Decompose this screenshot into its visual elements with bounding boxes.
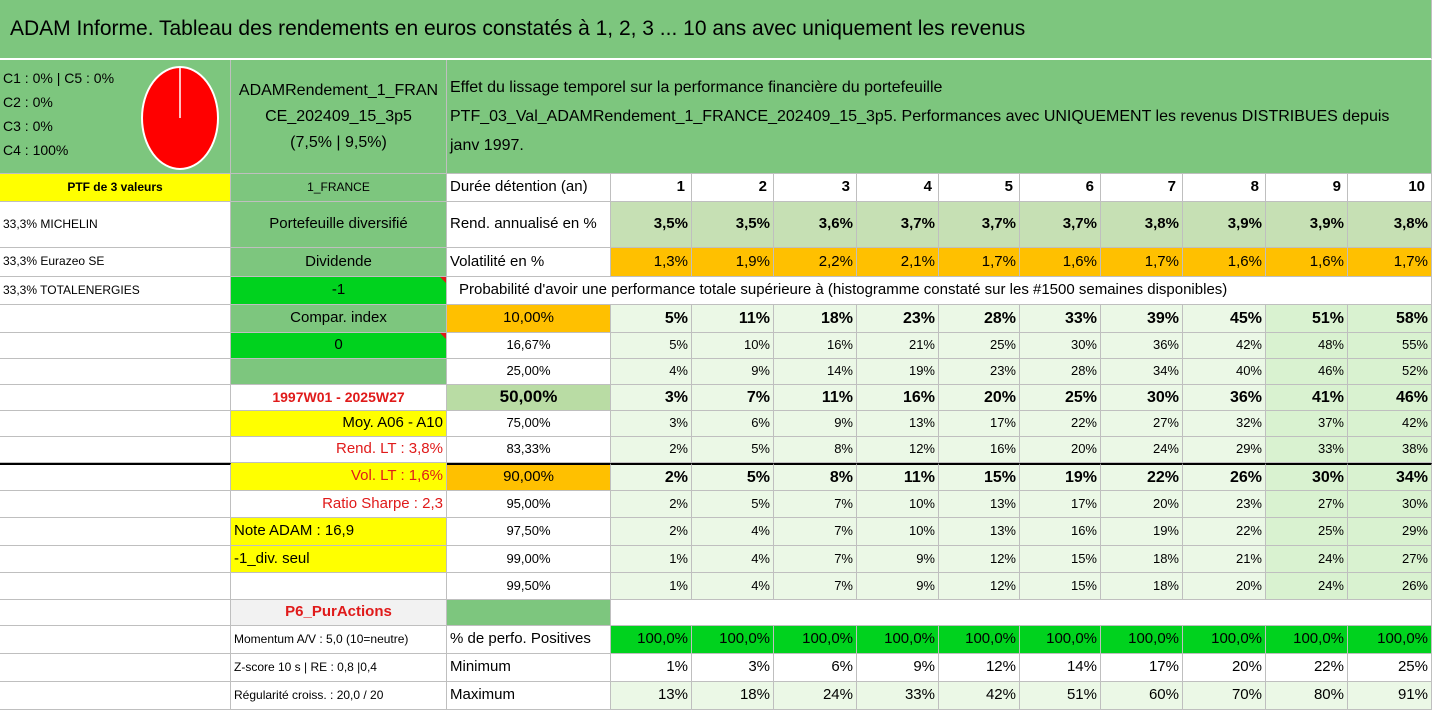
probability-value: 25% bbox=[1020, 385, 1101, 411]
max-value: 51% bbox=[1020, 682, 1101, 710]
positive-value: 100,0% bbox=[1101, 626, 1183, 654]
probability-value: 20% bbox=[1183, 573, 1266, 600]
probability-value: 7% bbox=[692, 385, 774, 411]
probability-value: 11% bbox=[774, 385, 857, 411]
empty-cell bbox=[0, 654, 231, 682]
probability-value: 3% bbox=[611, 411, 692, 437]
momentum-label: Momentum A/V : 5,0 (10=neutre) bbox=[231, 626, 447, 654]
allocation-pie-chart bbox=[140, 64, 222, 174]
rend-value: 3,7% bbox=[939, 202, 1020, 248]
probability-value: 1% bbox=[611, 573, 692, 600]
probability-value: 55% bbox=[1348, 333, 1432, 359]
probability-value: 5% bbox=[611, 333, 692, 359]
probability-value: 11% bbox=[692, 305, 774, 333]
probability-value: 30% bbox=[1348, 491, 1432, 518]
empty-cell bbox=[0, 411, 231, 437]
dividende-value: -1 bbox=[231, 277, 447, 305]
probability-value: 15% bbox=[939, 463, 1020, 491]
positive-value: 100,0% bbox=[1020, 626, 1101, 654]
probability-value: 32% bbox=[1183, 411, 1266, 437]
probability-value: 10% bbox=[857, 518, 939, 546]
probability-value: 58% bbox=[1348, 305, 1432, 333]
probability-value: 45% bbox=[1183, 305, 1266, 333]
empty-cell bbox=[231, 573, 447, 600]
probability-value: 13% bbox=[939, 491, 1020, 518]
rend-value: 3,8% bbox=[1101, 202, 1183, 248]
div-seul: -1_div. seul bbox=[231, 546, 447, 573]
portfolio-name: ADAMRendement_1_FRAN bbox=[238, 81, 439, 99]
empty-cell bbox=[0, 573, 231, 600]
probability-value: 33% bbox=[1020, 305, 1101, 333]
duration-header: Durée détention (an) bbox=[447, 174, 611, 202]
probability-value: 20% bbox=[1020, 437, 1101, 463]
probability-value: 17% bbox=[939, 411, 1020, 437]
probability-value: 5% bbox=[692, 463, 774, 491]
probability-value: 51% bbox=[1266, 305, 1348, 333]
probability-value: 9% bbox=[857, 546, 939, 573]
vol-value: 1,7% bbox=[1348, 248, 1432, 277]
period-label: 1997W01 - 2025W27 bbox=[231, 385, 447, 411]
min-value: 25% bbox=[1348, 654, 1432, 682]
description-line: janv 1997. bbox=[450, 137, 524, 154]
probability-value: 7% bbox=[774, 573, 857, 600]
probability-value: 16% bbox=[1020, 518, 1101, 546]
probability-value: 34% bbox=[1101, 359, 1183, 385]
probability-value: 24% bbox=[1101, 437, 1183, 463]
positive-value: 100,0% bbox=[857, 626, 939, 654]
probability-value: 36% bbox=[1101, 333, 1183, 359]
probability-value: 19% bbox=[857, 359, 939, 385]
sharpe-label: Ratio Sharpe : 2,3 bbox=[231, 491, 447, 518]
probability-value: 14% bbox=[774, 359, 857, 385]
empty-cell bbox=[0, 333, 231, 359]
description-block bbox=[447, 60, 1432, 174]
probability-value: 6% bbox=[692, 411, 774, 437]
vol-value: 2,1% bbox=[857, 248, 939, 277]
min-value: 6% bbox=[774, 654, 857, 682]
probability-value: 27% bbox=[1348, 546, 1432, 573]
probability-value: 7% bbox=[774, 491, 857, 518]
empty-green-cell bbox=[231, 359, 447, 385]
min-value: 12% bbox=[939, 654, 1020, 682]
probability-value: 48% bbox=[1266, 333, 1348, 359]
empty-green-cell bbox=[447, 600, 611, 626]
rend-value: 3,5% bbox=[692, 202, 774, 248]
empty-cell bbox=[0, 385, 231, 411]
vol-label: Volatilité en % bbox=[447, 248, 611, 277]
probability-value: 22% bbox=[1101, 463, 1183, 491]
probability-value: 16% bbox=[939, 437, 1020, 463]
probability-value: 27% bbox=[1266, 491, 1348, 518]
zscore-label: Z-score 10 s | RE : 0,8 |0,4 bbox=[231, 654, 447, 682]
probability-value: 2% bbox=[611, 518, 692, 546]
vol-lt-label: Vol. LT : 1,6% bbox=[231, 463, 447, 491]
rend-value: 3,5% bbox=[611, 202, 692, 248]
probability-value: 18% bbox=[1101, 546, 1183, 573]
year-header: 9 bbox=[1266, 174, 1348, 202]
compar-index-label: Compar. index bbox=[231, 305, 447, 333]
probability-threshold: 97,50% bbox=[447, 518, 611, 546]
allocation-line: C1 : 0% | C5 : 0% bbox=[3, 70, 115, 86]
year-header: 4 bbox=[857, 174, 939, 202]
year-header: 3 bbox=[774, 174, 857, 202]
probability-value: 3% bbox=[611, 385, 692, 411]
rend-value: 3,9% bbox=[1183, 202, 1266, 248]
probability-value: 16% bbox=[857, 385, 939, 411]
empty-cell bbox=[0, 359, 231, 385]
probability-value: 27% bbox=[1101, 411, 1183, 437]
probability-value: 8% bbox=[774, 463, 857, 491]
probability-value: 2% bbox=[611, 491, 692, 518]
probability-value: 9% bbox=[857, 573, 939, 600]
probability-value: 16% bbox=[774, 333, 857, 359]
probability-value: 40% bbox=[1183, 359, 1266, 385]
holding: 33,3% Eurazeo SE bbox=[0, 248, 231, 277]
probability-value: 19% bbox=[1101, 518, 1183, 546]
probability-value: 38% bbox=[1348, 437, 1432, 463]
empty-cell bbox=[0, 437, 231, 463]
rend-label: Rend. annualisé en % bbox=[447, 202, 611, 248]
empty-cell bbox=[0, 305, 231, 333]
probability-threshold: 95,00% bbox=[447, 491, 611, 518]
p6-label: P6_PurActions bbox=[231, 600, 447, 626]
vol-value: 1,6% bbox=[1020, 248, 1101, 277]
probability-value: 52% bbox=[1348, 359, 1432, 385]
vol-value: 1,9% bbox=[692, 248, 774, 277]
empty-cell bbox=[0, 626, 231, 654]
probability-value: 5% bbox=[692, 437, 774, 463]
probability-value: 37% bbox=[1266, 411, 1348, 437]
year-header: 10 bbox=[1348, 174, 1432, 202]
probability-value: 1% bbox=[611, 546, 692, 573]
probability-value: 21% bbox=[857, 333, 939, 359]
year-header: 5 bbox=[939, 174, 1020, 202]
description-line: Effet du lissage temporel sur la performance financière du portefeuille bbox=[450, 79, 943, 96]
probability-value: 23% bbox=[939, 359, 1020, 385]
probability-threshold: 10,00% bbox=[447, 305, 611, 333]
probability-threshold: 83,33% bbox=[447, 437, 611, 463]
probability-value: 20% bbox=[1101, 491, 1183, 518]
year-header: 2 bbox=[692, 174, 774, 202]
probability-value: 42% bbox=[1348, 411, 1432, 437]
max-label: Maximum bbox=[447, 682, 611, 710]
rend-value: 3,7% bbox=[1020, 202, 1101, 248]
positive-value: 100,0% bbox=[774, 626, 857, 654]
probability-value: 30% bbox=[1101, 385, 1183, 411]
moy-label: Moy. A06 - A10 bbox=[231, 411, 447, 437]
probability-threshold: 75,00% bbox=[447, 411, 611, 437]
probability-value: 25% bbox=[939, 333, 1020, 359]
probability-value: 20% bbox=[939, 385, 1020, 411]
probability-value: 12% bbox=[857, 437, 939, 463]
rend-value: 3,6% bbox=[774, 202, 857, 248]
max-value: 42% bbox=[939, 682, 1020, 710]
probability-value: 4% bbox=[611, 359, 692, 385]
probability-value: 26% bbox=[1348, 573, 1432, 600]
min-value: 1% bbox=[611, 654, 692, 682]
empty-cell bbox=[0, 600, 231, 626]
probability-value: 36% bbox=[1183, 385, 1266, 411]
probability-value: 23% bbox=[857, 305, 939, 333]
max-value: 70% bbox=[1183, 682, 1266, 710]
empty-cell bbox=[0, 682, 231, 710]
max-value: 80% bbox=[1266, 682, 1348, 710]
probability-threshold: 90,00% bbox=[447, 463, 611, 491]
probability-value: 9% bbox=[692, 359, 774, 385]
min-value: 22% bbox=[1266, 654, 1348, 682]
year-header: 6 bbox=[1020, 174, 1101, 202]
probability-value: 8% bbox=[774, 437, 857, 463]
empty-cell bbox=[0, 463, 231, 491]
note-adam: Note ADAM : 16,9 bbox=[231, 518, 447, 546]
positive-label: % de perfo. Positives bbox=[447, 626, 611, 654]
probability-threshold: 50,00% bbox=[447, 385, 611, 411]
probability-value: 39% bbox=[1101, 305, 1183, 333]
min-value: 14% bbox=[1020, 654, 1101, 682]
probability-value: 11% bbox=[857, 463, 939, 491]
probability-threshold: 16,67% bbox=[447, 333, 611, 359]
min-value: 3% bbox=[692, 654, 774, 682]
min-label: Minimum bbox=[447, 654, 611, 682]
max-value: 33% bbox=[857, 682, 939, 710]
probability-threshold: 99,00% bbox=[447, 546, 611, 573]
probability-value: 26% bbox=[1183, 463, 1266, 491]
probability-value: 5% bbox=[692, 491, 774, 518]
positive-value: 100,0% bbox=[1183, 626, 1266, 654]
probability-threshold: 99,50% bbox=[447, 573, 611, 600]
probability-value: 30% bbox=[1020, 333, 1101, 359]
allocation-line: C3 : 0% bbox=[3, 118, 53, 134]
ptf-code: 1_FRANCE bbox=[231, 174, 447, 202]
probability-value: 22% bbox=[1020, 411, 1101, 437]
probability-value: 15% bbox=[1020, 573, 1101, 600]
probability-value: 13% bbox=[857, 411, 939, 437]
portfolio-range: (7,5% | 9,5%) bbox=[290, 133, 387, 151]
probability-value: 2% bbox=[611, 463, 692, 491]
vol-value: 1,6% bbox=[1183, 248, 1266, 277]
rend-value: 3,9% bbox=[1266, 202, 1348, 248]
report-title: ADAM Informe. Tableau des rendements en euros constatés à 1, 2, 3 ... 10 ans avec uniquement les revenus bbox=[0, 0, 1432, 60]
empty-cell bbox=[0, 546, 231, 573]
probability-value: 46% bbox=[1348, 385, 1432, 411]
ptf-label: PTF de 3 valeurs bbox=[0, 174, 231, 202]
portfolio-name-block bbox=[231, 60, 447, 174]
max-value: 13% bbox=[611, 682, 692, 710]
probability-value: 34% bbox=[1348, 463, 1432, 491]
year-header: 1 bbox=[611, 174, 692, 202]
allocation-line: C2 : 0% bbox=[3, 94, 53, 110]
vol-value: 1,3% bbox=[611, 248, 692, 277]
positive-value: 100,0% bbox=[611, 626, 692, 654]
probability-value: 28% bbox=[1020, 359, 1101, 385]
probability-value: 13% bbox=[939, 518, 1020, 546]
probability-value: 18% bbox=[1101, 573, 1183, 600]
vol-value: 1,6% bbox=[1266, 248, 1348, 277]
diversified-label: Portefeuille diversifié bbox=[231, 202, 447, 248]
portfolio-name: CE_202409_15_3p5 bbox=[265, 107, 412, 125]
probability-value: 7% bbox=[774, 546, 857, 573]
probability-value: 10% bbox=[692, 333, 774, 359]
probability-value: 33% bbox=[1266, 437, 1348, 463]
probability-threshold: 25,00% bbox=[447, 359, 611, 385]
positive-value: 100,0% bbox=[1266, 626, 1348, 654]
probability-value: 19% bbox=[1020, 463, 1101, 491]
probability-value: 7% bbox=[774, 518, 857, 546]
vol-value: 1,7% bbox=[1101, 248, 1183, 277]
probability-value: 24% bbox=[1266, 546, 1348, 573]
year-header: 8 bbox=[1183, 174, 1266, 202]
positive-value: 100,0% bbox=[939, 626, 1020, 654]
max-value: 60% bbox=[1101, 682, 1183, 710]
max-value: 91% bbox=[1348, 682, 1432, 710]
probability-value: 28% bbox=[939, 305, 1020, 333]
regularite-label: Régularité croiss. : 20,0 / 20 bbox=[231, 682, 447, 710]
probability-value: 21% bbox=[1183, 546, 1266, 573]
holding: 33,3% MICHELIN bbox=[0, 202, 231, 248]
probability-value: 25% bbox=[1266, 518, 1348, 546]
min-value: 17% bbox=[1101, 654, 1183, 682]
dividende-label: Dividende bbox=[231, 248, 447, 277]
probability-value: 30% bbox=[1266, 463, 1348, 491]
probability-value: 4% bbox=[692, 546, 774, 573]
max-value: 24% bbox=[774, 682, 857, 710]
rend-value: 3,8% bbox=[1348, 202, 1432, 248]
probability-value: 22% bbox=[1183, 518, 1266, 546]
empty-cell bbox=[0, 518, 231, 546]
probability-value: 41% bbox=[1266, 385, 1348, 411]
probability-value: 12% bbox=[939, 546, 1020, 573]
probability-value: 29% bbox=[1183, 437, 1266, 463]
min-value: 20% bbox=[1183, 654, 1266, 682]
holding: 33,3% TOTALENERGIES bbox=[0, 277, 231, 305]
year-header: 7 bbox=[1101, 174, 1183, 202]
probability-value: 46% bbox=[1266, 359, 1348, 385]
probability-value: 4% bbox=[692, 518, 774, 546]
probability-title: Probabilité d'avoir une performance totale supérieure à (histogramme constaté sur les #1500 semaines disponibles) bbox=[447, 277, 1432, 305]
empty-cell bbox=[0, 491, 231, 518]
rend-value: 3,7% bbox=[857, 202, 939, 248]
probability-value: 10% bbox=[857, 491, 939, 518]
probability-value: 2% bbox=[611, 437, 692, 463]
positive-value: 100,0% bbox=[692, 626, 774, 654]
empty-cell bbox=[611, 600, 1432, 626]
probability-value: 9% bbox=[774, 411, 857, 437]
probability-value: 12% bbox=[939, 573, 1020, 600]
max-value: 18% bbox=[692, 682, 774, 710]
probability-value: 24% bbox=[1266, 573, 1348, 600]
probability-value: 17% bbox=[1020, 491, 1101, 518]
rend-lt-label: Rend. LT : 3,8% bbox=[231, 437, 447, 463]
vol-value: 2,2% bbox=[774, 248, 857, 277]
compar-index-value: 0 bbox=[231, 333, 447, 359]
probability-value: 23% bbox=[1183, 491, 1266, 518]
probability-value: 15% bbox=[1020, 546, 1101, 573]
positive-value: 100,0% bbox=[1348, 626, 1432, 654]
allocation-line: C4 : 100% bbox=[3, 142, 69, 158]
min-value: 9% bbox=[857, 654, 939, 682]
probability-value: 4% bbox=[692, 573, 774, 600]
probability-value: 18% bbox=[774, 305, 857, 333]
description-line: PTF_03_Val_ADAMRendement_1_FRANCE_202409_15_3p5. Performances avec UNIQUEMENT les revenus DISTRIBUES depuis bbox=[450, 108, 1390, 125]
probability-value: 5% bbox=[611, 305, 692, 333]
probability-value: 29% bbox=[1348, 518, 1432, 546]
probability-value: 42% bbox=[1183, 333, 1266, 359]
vol-value: 1,7% bbox=[939, 248, 1020, 277]
